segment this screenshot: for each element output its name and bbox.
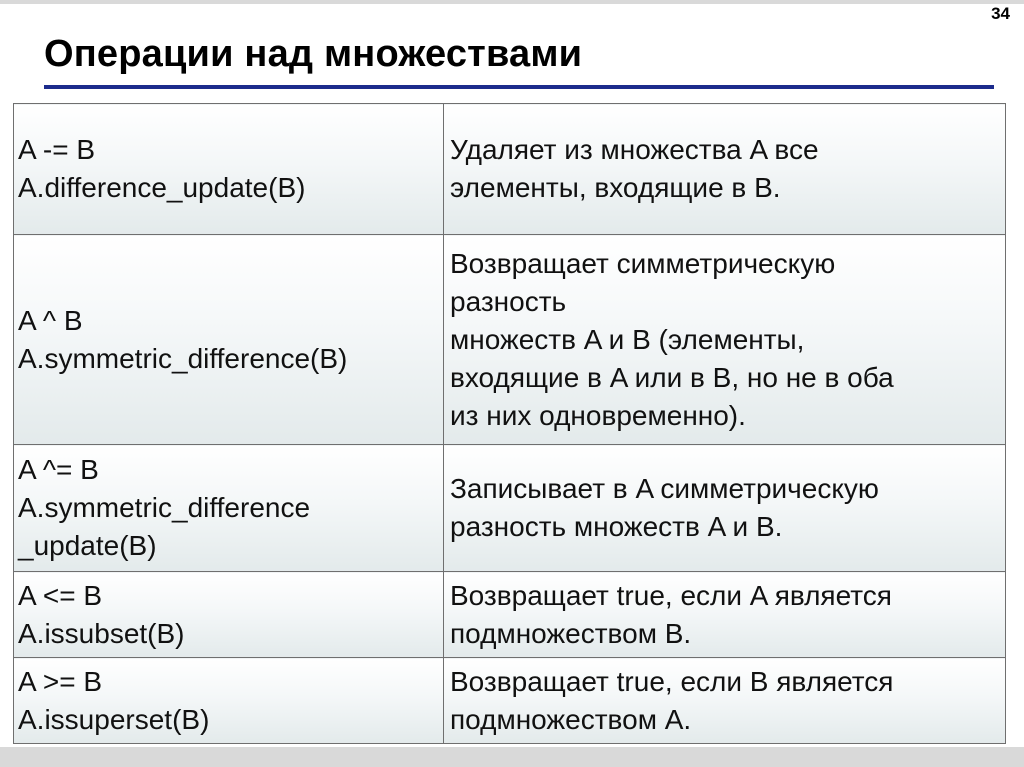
description-cell: Удаляет из множества A все элементы, входящие в B. bbox=[444, 104, 1006, 235]
description-cell: Записывает в A симметрическую разность множеств A и B. bbox=[444, 445, 1006, 572]
page-number: 34 bbox=[991, 4, 1010, 23]
description-cell: Возвращает true, если B является подмножеством A. bbox=[444, 658, 1006, 744]
operation-cell: A <= B A.issubset(B) bbox=[14, 572, 444, 658]
table-row bbox=[14, 572, 1006, 658]
description-cell: Возвращает симметрическую разность множеств A и B (элементы, входящие в A или в B, но не в оба из них одновременно). bbox=[444, 235, 1006, 445]
operation-cell: A ^ B A.symmetric_difference(B) bbox=[14, 235, 444, 445]
bottom-frame-strip bbox=[0, 747, 1024, 767]
title-underline bbox=[44, 85, 994, 89]
operations-table bbox=[13, 103, 1006, 744]
table-row bbox=[14, 658, 1006, 744]
description-cell: Возвращает true, если A является подмножеством B. bbox=[444, 572, 1006, 658]
operation-cell: A >= B A.issuperset(B) bbox=[14, 658, 444, 744]
table-row bbox=[14, 235, 1006, 445]
top-frame-strip bbox=[0, 0, 1024, 4]
slide-title: Операции над множествами bbox=[44, 33, 583, 75]
table-row bbox=[14, 445, 1006, 572]
operation-cell: A -= B A.difference_update(B) bbox=[14, 104, 444, 235]
table-row bbox=[14, 104, 1006, 235]
operation-cell: A ^= B A.symmetric_difference _update(B) bbox=[14, 445, 444, 572]
